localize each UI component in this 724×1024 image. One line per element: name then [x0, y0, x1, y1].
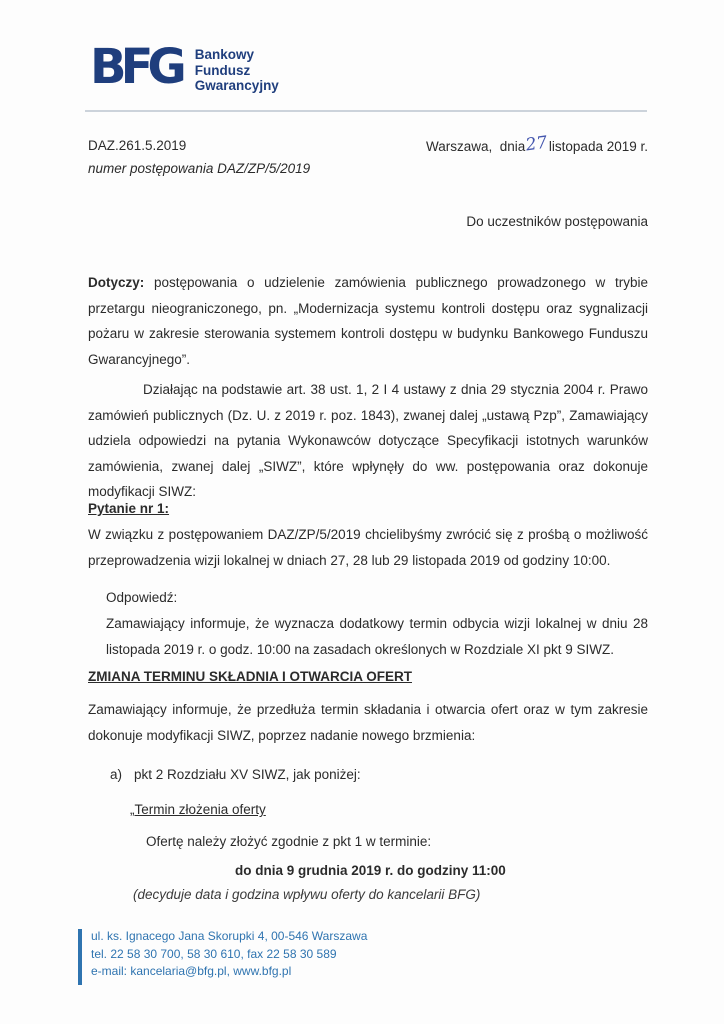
question-heading: Pytanie nr 1:	[88, 501, 170, 516]
answer-text: Zamawiający informuje, że wyznacza dodatkowy termin odbycia wizji lokalnej w dniu 28 listopada 2019 r. o godz. 10:00 na zasadach określonych w Rozdziale XI pkt 9 SIWZ.	[106, 616, 648, 657]
deadline-note: (decyduje data i godzina wpływu oferty do kancelarii BFG)	[133, 887, 481, 902]
reference-number: DAZ.261.5.2019	[88, 138, 187, 153]
date-suffix: listopada 2019 r.	[548, 139, 648, 154]
bfg-logo-acronym: BFG	[90, 39, 181, 95]
reference-block	[88, 134, 310, 180]
proceeding-number: numer postępowania DAZ/ZP/5/2019	[88, 161, 311, 176]
logo-name-line-3: Gwarancyjny	[194, 78, 279, 93]
bfg-logo-name	[195, 47, 279, 94]
subject-paragraph	[88, 270, 648, 372]
logo-name-line-2: Fundusz	[194, 62, 251, 78]
answer-heading: Odpowiedź:	[106, 590, 178, 605]
footer-email-web: e-mail: kancelaria@bfg.pl, www.bfg.pl	[91, 964, 292, 978]
term-text: Ofertę należy złożyć zgodnie z pkt 1 w terminie:	[146, 834, 432, 849]
term-open-quote: „	[130, 802, 135, 817]
subject-label: Dotyczy:	[88, 275, 145, 290]
city-date-line	[425, 132, 648, 156]
term-heading-line	[130, 797, 530, 823]
footer-address: ul. ks. Ignacego Jana Skorupki 4, 00-546 Warszawa	[91, 929, 368, 943]
change-paragraph: Zamawiający informuje, że przedłuża termin składania i otwarcia ofert oraz w tym zakresie dokonuje modyfikacji SIWZ, poprzez nadanie nowego brzmienia:	[88, 702, 648, 743]
list-item-a	[110, 762, 648, 788]
logo-name-line-1: Bankowy	[194, 47, 255, 62]
footer-accent-bar	[78, 929, 82, 985]
recipient-line: Do uczestników postępowania	[466, 214, 648, 229]
bfg-logo	[90, 38, 279, 96]
intro-paragraph: Działając na podstawie art. 38 ust. 1, 2 I 4 ustawy z dnia 29 stycznia 2004 r. Prawo zamówień publicznych (Dz. U. z 2019 r. poz. 1843), zwanej dalej „ustawą Pzp”, Zamawiający udziela odpowiedzi na pytania Wykonawców dotyczące Specyfikacji istotnych warunków zamówienia, zwanej dalej „SIWZ”, które wpłynęły do ww. postępowania oraz dokonuje modyfikacji SIWZ:	[88, 382, 648, 499]
deadline-line: do dnia 9 grudnia 2019 r. do godziny 11:00	[235, 863, 506, 878]
handwritten-day: 27	[524, 132, 549, 156]
change-heading: ZMIANA TERMINU SKŁADNIA I OTWARCIA OFERT	[88, 669, 412, 684]
header-divider	[85, 110, 647, 112]
subject-text: postępowania o udzielenie zamówienia publicznego prowadzonego w trybie przetargu nieograniczonego, pn. „Modernizacja systemu kontroli dostępu oraz sygnalizacji pożaru w zakresie sterowania systemem kontroli dostępu w budynku Bankowego Funduszu Gwarancyjnego”.	[88, 275, 648, 367]
term-heading: Termin złożenia oferty	[134, 802, 266, 817]
question-text: W związku z postępowaniem DAZ/ZP/5/2019 chcielibyśmy zwrócić się z prośbą o możliwość przeprowadzenia wizji lokalnej w dniach 27, 28 lub 29 listopada 2019 od godziny 10:00.	[88, 527, 648, 568]
footer-phone: tel. 22 58 30 700, 58 30 610, fax 22 58 30 589	[91, 946, 337, 961]
list-item-a-text: pkt 2 Rozdziału XV SIWZ, jak poniżej:	[134, 767, 361, 782]
footer-contact-block	[91, 928, 367, 981]
list-item-a-marker: a)	[110, 767, 123, 782]
city-date-prefix: Warszawa, dnia	[425, 139, 526, 154]
